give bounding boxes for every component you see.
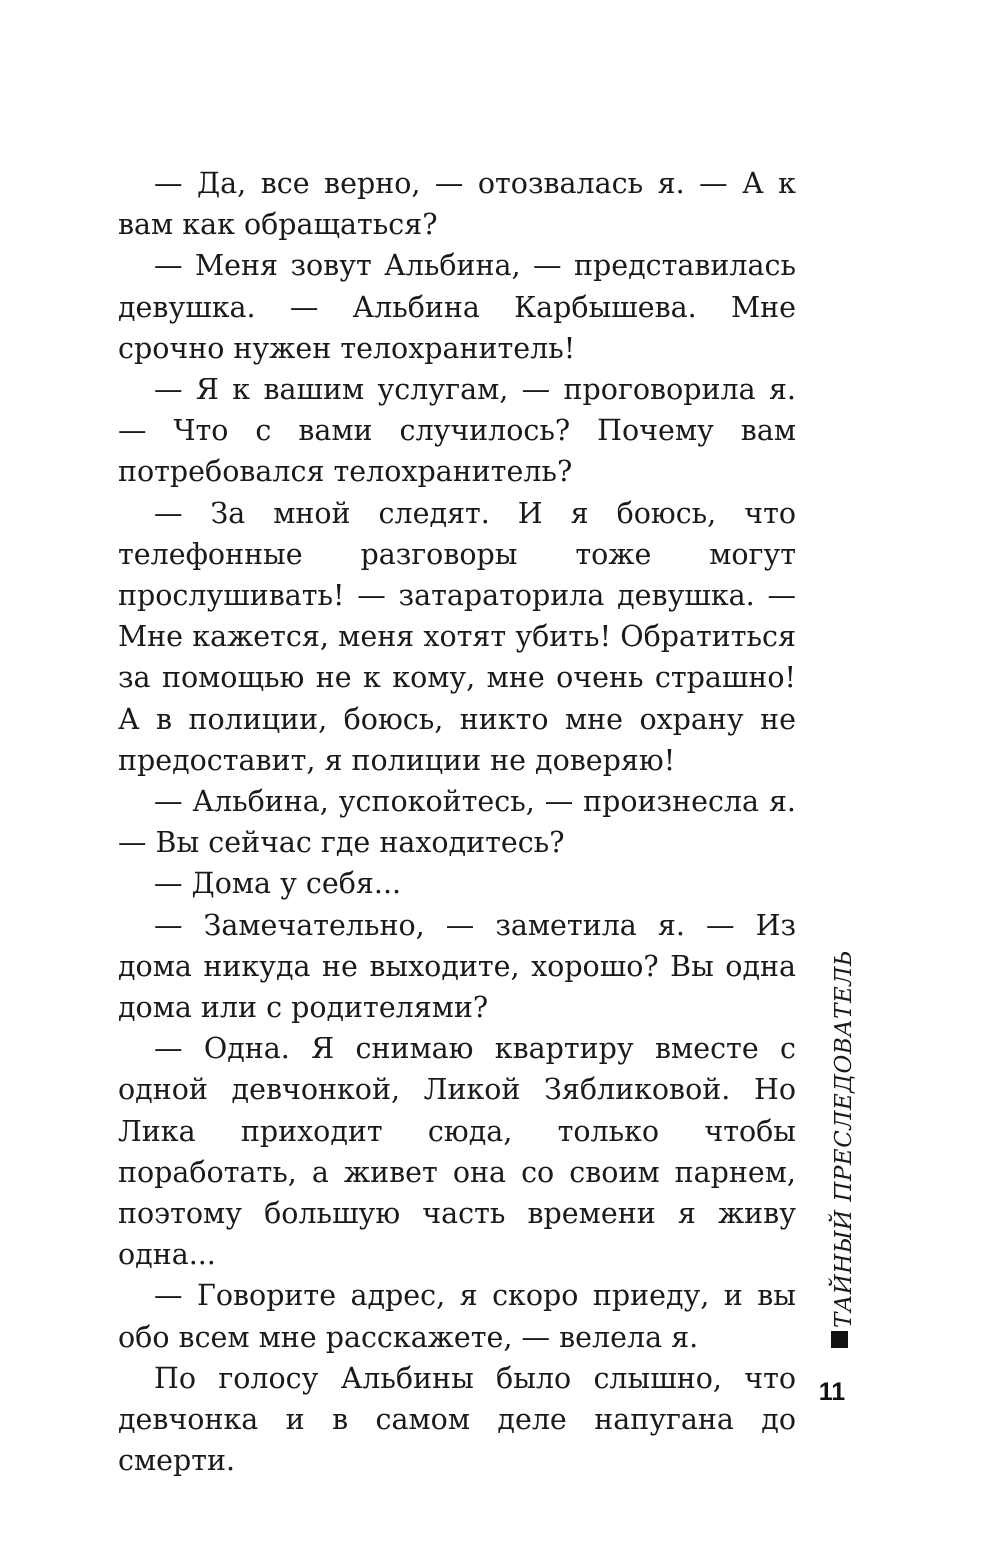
paragraph-8: — Одна. Я снимаю квартиру вместе с одной девчонкой, Ликой Зябликовой. Но Лика приходит сюда, только чтобы поработать, а живет она со своим парнем, поэтому большую часть времени я живу одна...	[118, 1032, 796, 1272]
paragraph-10: По голосу Альбины было слышно, что девчонка и в самом деле напугана до смерти.	[118, 1361, 796, 1478]
paragraph-4: — За мной следят. И я боюсь, что телефонные разговоры тоже могут прослушивать! — затараторила девушка. — Мне кажется, меня хотят убить! Обратиться за помощью не к кому, мне очень страшно! А в полиции, боюсь, никто мне охрану не предоставит, я полиции не доверяю!	[118, 496, 796, 777]
body-text	[118, 163, 796, 1482]
paragraph-3: — Я к вашим услугам, — проговорила я. — Что с вами случилось? Почему вам потребовался телохранитель?	[118, 373, 796, 489]
square-bullet-icon	[831, 1331, 848, 1348]
paragraph-7: — Замечательно, — заметила я. — Из дома никуда не выходите, хорошо? Вы одна дома или с родителями?	[118, 908, 796, 1025]
paragraph-9: — Говорите адрес, я скоро приеду, и вы обо всем мне расскажете, — велела я.	[118, 1279, 796, 1354]
paragraph-5: — Альбина, успокойтесь, — произнесла я. — Вы сейчас где находитесь?	[118, 785, 796, 860]
running-title-text: ТАЙНЫЙ ПРЕСЛЕДОВАТЕЛЬ	[831, 950, 857, 1328]
paragraph-1: — Да, все верно, — отозвалась я. — А к вам как обращаться?	[118, 167, 796, 242]
page-number: 11	[818, 1378, 846, 1406]
running-title	[832, 950, 856, 1350]
paragraph-6: — Дома у себя...	[154, 867, 402, 901]
paragraph-2: — Меня зовут Альбина, — представилась девушка. — Альбина Карбышева. Мне срочно нужен телохранитель!	[118, 249, 796, 365]
